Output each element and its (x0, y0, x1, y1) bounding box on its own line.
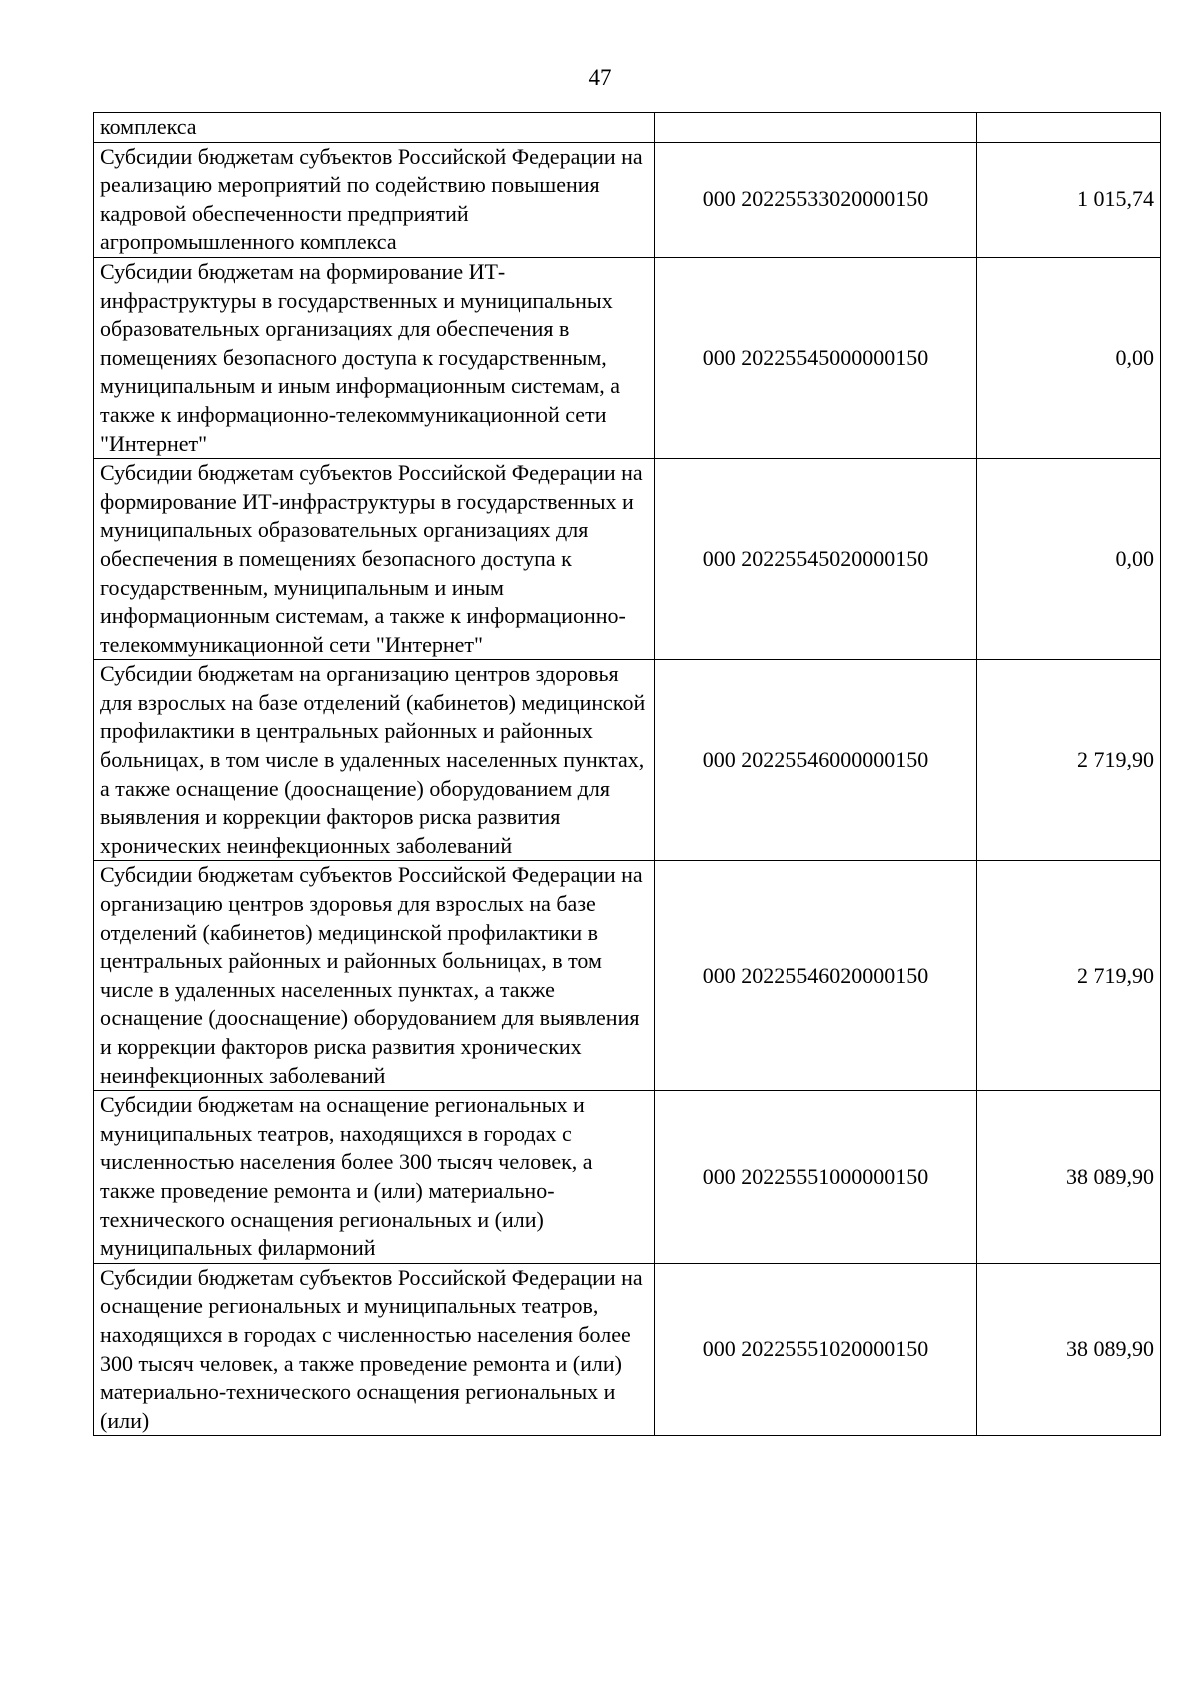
row-code: 000 20225545000000150 (655, 257, 977, 458)
row-sum: 0,00 (977, 257, 1161, 458)
table-row (94, 459, 1161, 660)
row-sum: 38 089,90 (977, 1263, 1161, 1436)
row-sum: 2 719,90 (977, 660, 1161, 861)
row-name: комплекса (94, 113, 655, 143)
page-number: 47 (588, 65, 612, 90)
row-name: Субсидии бюджетам на формирование ИТ-инфраструктуры в государственных и муниципальных образовательных организациях для обеспечения в помещениях безопасного доступа к государственным, муниципальным и иным информационным системам, а также к информационно-телекоммуникационной сети "Интернет" (94, 257, 655, 458)
table-row (94, 257, 1161, 458)
row-name: Субсидии бюджетам на оснащение региональных и муниципальных театров, находящихся в городах с численностью населения более 300 тысяч человек, а также проведение ремонта и (или) материально-технического оснащения региональных и (или) муниципальных филармоний (94, 1091, 655, 1264)
row-code: 000 20225545020000150 (655, 459, 977, 660)
row-code (655, 113, 977, 143)
row-code: 000 20225546020000150 (655, 861, 977, 1091)
row-name: Субсидии бюджетам на организацию центров здоровья для взрослых на базе отделений (кабинетов) медицинской профилактики в центральных районных и районных больницах, в том числе в удаленных населенных пунктах, а также оснащение (дооснащение) оборудованием для выявления и коррекции факторов риска развития хронических неинфекционных заболеваний (94, 660, 655, 861)
row-sum: 38 089,90 (977, 1091, 1161, 1264)
row-sum (977, 113, 1161, 143)
table-row (94, 861, 1161, 1091)
row-name: Субсидии бюджетам субъектов Российской Федерации на оснащение региональных и муниципальных театров, находящихся в городах с численностью населения более 300 тысяч человек, а также проведение ремонта и (или) материально-технического оснащения региональных и (или) (94, 1263, 655, 1436)
row-sum: 2 719,90 (977, 861, 1161, 1091)
row-code: 000 20225533020000150 (655, 142, 977, 257)
row-name: Субсидии бюджетам субъектов Российской Федерации на организацию центров здоровья для взрослых на базе отделений (кабинетов) медицинской профилактики в центральных районных и районных больницах, в том числе в удаленных населенных пунктах, а также оснащение (дооснащение) оборудованием для выявления и коррекции факторов риска развития хронических неинфекционных заболеваний (94, 861, 655, 1091)
table-row (94, 142, 1161, 257)
table-row (94, 113, 1161, 143)
row-code: 000 20225551000000150 (655, 1091, 977, 1264)
row-name: Субсидии бюджетам субъектов Российской Федерации на формирование ИТ-инфраструктуры в государственных и муниципальных образовательных организациях для обеспечения в помещениях безопасного доступа к государственным, муниципальным и иным информационным системам, а также к информационно-телекоммуникационной сети "Интернет" (94, 459, 655, 660)
budget-table (93, 112, 1161, 1436)
table-row (94, 1091, 1161, 1264)
row-name: Субсидии бюджетам субъектов Российской Федерации на реализацию мероприятий по содействию повышения кадровой обеспеченности предприятий агропромышленного комплекса (94, 142, 655, 257)
row-sum: 0,00 (977, 459, 1161, 660)
table-row (94, 660, 1161, 861)
row-sum: 1 015,74 (977, 142, 1161, 257)
row-code: 000 20225546000000150 (655, 660, 977, 861)
row-code: 000 20225551020000150 (655, 1263, 977, 1436)
table-row (94, 1263, 1161, 1436)
